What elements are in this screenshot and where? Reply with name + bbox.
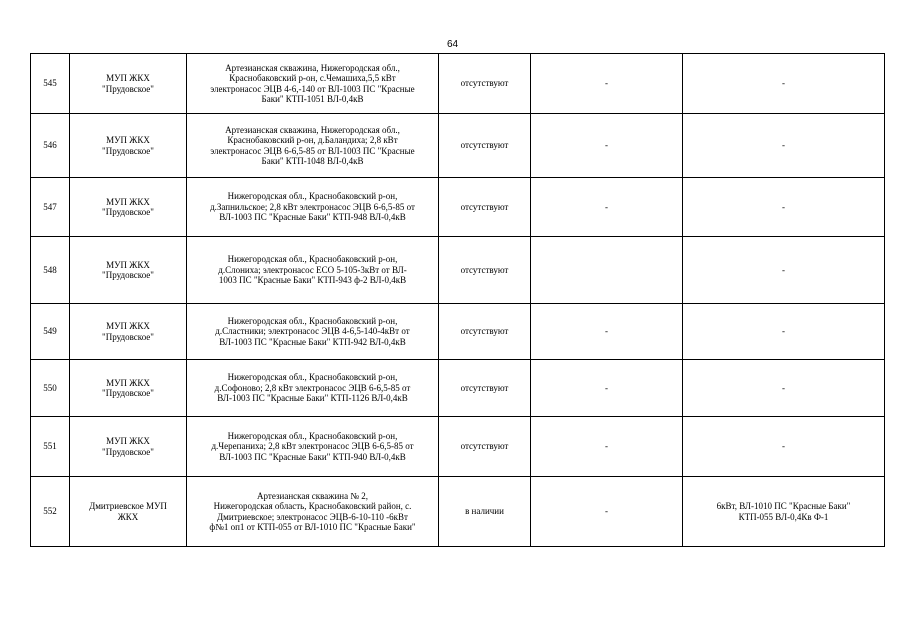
organization-cell — [70, 178, 187, 237]
cell-line: "Прудовское" — [102, 145, 154, 156]
cell-line: д.Запнильское; 2,8 кВт электронасос ЭЦВ 6-6,5-85 от — [210, 201, 415, 212]
column-6-cell: - — [683, 54, 885, 114]
cell-line: "Прудовское" — [102, 388, 154, 398]
cell-line: Нижегородская область, Краснобаковский район, с. — [213, 501, 412, 511]
cell-line: электронасос ЭЦВ 4-6,-140 от ВЛ-1003 ПС "Красные — [210, 83, 415, 94]
column-5-cell: - — [531, 477, 683, 547]
status-cell: отсутствуют — [439, 54, 531, 114]
cell-line: МУП ЖКХ — [106, 436, 150, 446]
object-description-cell — [187, 114, 439, 178]
cell-line: д.Сластники; электронасос ЭЦВ 4-6,5-140-4кВт от — [215, 326, 410, 337]
cell-line: д.Софоново; 2,8 кВт электронасос ЭЦВ 6-6,5-85 от — [214, 382, 411, 393]
cell-line: ВЛ-1003 ПС "Красные Баки" КТП-940 ВЛ-0,4кВ — [219, 451, 406, 462]
object-description-cell — [187, 477, 439, 547]
cell-line: МУП ЖКХ — [106, 196, 150, 207]
cell-line: Нижегородская обл., Краснобаковский р-он, — [227, 315, 398, 326]
cell-line: Нижегородская обл., Краснобаковский р-он, — [227, 372, 398, 383]
cell-line: Артезианская скважина № 2, — [257, 490, 368, 501]
table-row — [31, 178, 885, 237]
row-number-cell: 549 — [31, 304, 70, 360]
status-cell: отсутствуют — [439, 360, 531, 417]
status-cell: отсутствуют — [439, 237, 531, 304]
column-5-cell: - — [531, 417, 683, 477]
status-cell: отсутствуют — [439, 114, 531, 178]
cell-line: "Прудовское" — [102, 270, 154, 280]
cell-line: МУП ЖКХ — [106, 73, 150, 83]
cell-line: Баки" КТП-1048 ВЛ-0,4кВ — [261, 156, 364, 166]
column-5-cell: - — [531, 54, 683, 114]
column-6-cell: - — [683, 304, 885, 360]
column-6-cell: - — [683, 360, 885, 417]
status-cell: отсутствуют — [439, 417, 531, 477]
document-table — [30, 53, 885, 547]
cell-line: Дмитриевское; электронасос ЭЦВ-6-10-110 -6кВт — [217, 511, 408, 522]
cell-line: Баки" КТП-1051 ВЛ-0,4кВ — [261, 94, 364, 104]
column-6-cell: - — [683, 417, 885, 477]
object-description-cell — [187, 304, 439, 360]
cell-line: "Прудовское" — [102, 446, 154, 457]
table-row — [31, 54, 885, 114]
table-row — [31, 237, 885, 304]
cell-line: ВЛ-1003 ПС "Красные Баки" КТП-948 ВЛ-0,4кВ — [219, 212, 406, 223]
page-number: 64 — [446, 39, 459, 50]
cell-line: д.Слониха; электронасос ЕСО 5-105-3кВт от ВЛ- — [218, 264, 407, 275]
column-6-cell: - — [683, 114, 885, 178]
organization-cell — [70, 114, 187, 178]
cell-line: "Прудовское" — [102, 207, 154, 217]
column-5-cell: - — [531, 360, 683, 417]
status-cell: в наличии — [439, 477, 531, 547]
cell-line: МУП ЖКХ — [106, 259, 150, 270]
cell-line: Артезианская скважина, Нижегородская обл., — [225, 124, 400, 135]
cell-line: КТП-055 ВЛ-0,4Кв Ф-1 — [738, 511, 829, 522]
row-number-cell: 546 — [31, 114, 70, 178]
column-5-cell: - — [531, 178, 683, 237]
object-description-cell — [187, 417, 439, 477]
row-number-cell: 548 — [31, 237, 70, 304]
column-6-cell: - — [683, 178, 885, 237]
table-row — [31, 417, 885, 477]
cell-line: Краснобаковский р-он, с.Чемашиха,5,5 кВт — [229, 73, 396, 83]
cell-line: "Прудовское" — [102, 83, 154, 94]
table-row — [31, 477, 885, 547]
object-description-cell — [187, 360, 439, 417]
cell-line: "Прудовское" — [102, 331, 154, 342]
cell-line: ВЛ-1003 ПС "Красные Баки" КТП-1126 ВЛ-0,4кВ — [217, 393, 408, 404]
organization-cell — [70, 477, 187, 547]
organization-cell — [70, 304, 187, 360]
cell-line: д.Черепаниха; 2,8 кВт электронасос ЭЦВ 6-6,5-85 от — [211, 441, 414, 452]
row-number-cell: 550 — [31, 360, 70, 417]
cell-line: Нижегородская обл., Краснобаковский р-он, — [227, 254, 398, 265]
status-cell: отсутствуют — [439, 178, 531, 237]
table-row — [31, 114, 885, 178]
cell-line: электронасос ЭЦВ 6-6,5-85 от ВЛ-1003 ПС "Красные — [210, 145, 415, 156]
column-5-cell: - — [531, 114, 683, 178]
cell-line: Артезианская скважина, Нижегородская обл., — [225, 62, 400, 73]
cell-line: Нижегородская обл., Краснобаковский р-он, — [227, 430, 398, 441]
cell-line: Дмитриевское МУП — [89, 501, 167, 511]
cell-line: МУП ЖКХ — [106, 321, 150, 331]
organization-cell — [70, 237, 187, 304]
row-number-cell: 552 — [31, 477, 70, 547]
row-number-cell: 547 — [31, 178, 70, 237]
status-cell: отсутствуют — [439, 304, 531, 360]
object-description-cell — [187, 178, 439, 237]
table-row — [31, 304, 885, 360]
organization-cell — [70, 417, 187, 477]
row-number-cell: 551 — [31, 417, 70, 477]
cell-line: ЖКХ — [117, 511, 139, 522]
cell-line: 6кВт, ВЛ-1010 ПС "Красные Баки" — [716, 501, 851, 511]
organization-cell — [70, 54, 187, 114]
cell-line: Краснобаковский р-он, д.Баландиха; 2,8 кВт — [227, 135, 398, 145]
cell-line: ВЛ-1003 ПС "Красные Баки" КТП-942 ВЛ-0,4кВ — [219, 336, 406, 347]
cell-line: 1003 ПС "Красные Баки" КТП-943 ф-2 ВЛ-0,4кВ — [218, 275, 407, 286]
object-description-cell — [187, 237, 439, 304]
table-row — [31, 360, 885, 417]
cell-line: Нижегородская обл., Краснобаковский р-он, — [227, 191, 398, 202]
object-description-cell — [187, 54, 439, 114]
column-5-cell — [531, 237, 683, 304]
column-6-cell — [683, 477, 885, 547]
cell-line: МУП ЖКХ — [106, 377, 150, 388]
cell-line: ф№1 оп1 от КТП-055 от ВЛ-1010 ПС "Красные Баки" — [209, 522, 416, 532]
column-5-cell: - — [531, 304, 683, 360]
cell-line: МУП ЖКХ — [106, 135, 150, 145]
organization-cell — [70, 360, 187, 417]
row-number-cell: 545 — [31, 54, 70, 114]
column-6-cell: - — [683, 237, 885, 304]
